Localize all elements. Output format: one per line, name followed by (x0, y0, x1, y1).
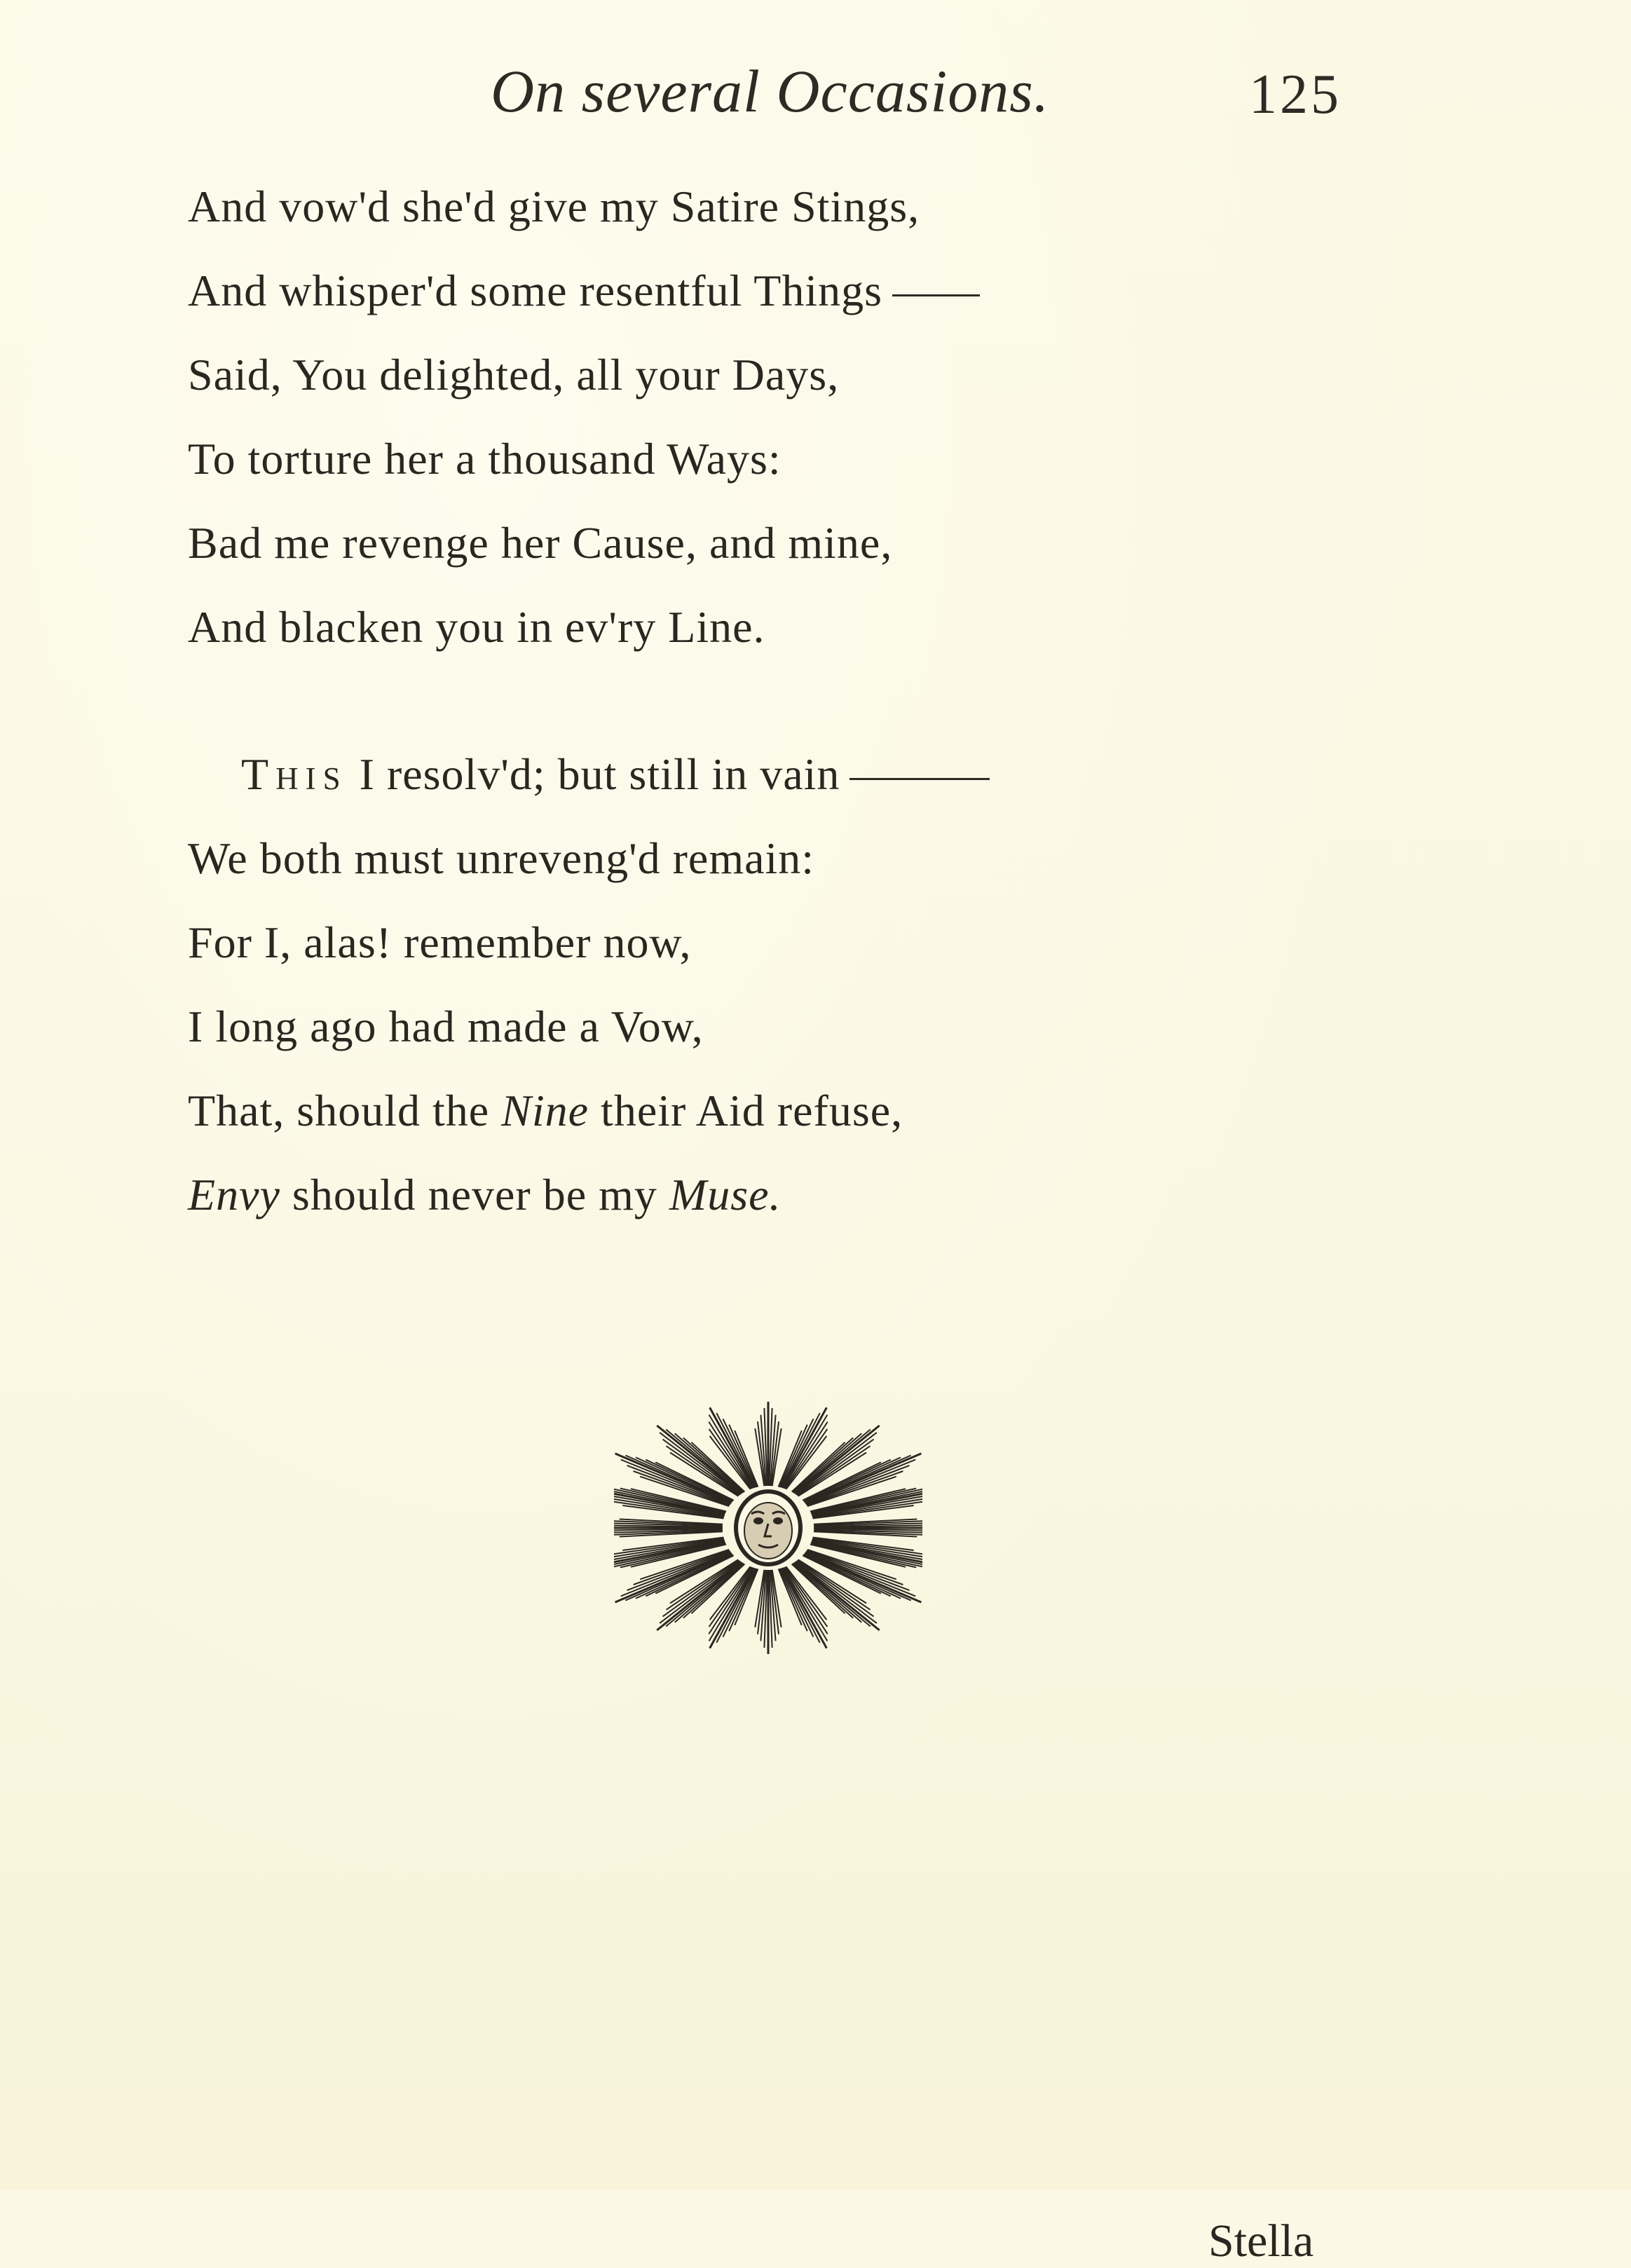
em-dash-rule (892, 294, 980, 296)
verse-line-text: their Aid refuse, (589, 1086, 903, 1135)
verse-line: And vow'd she'd give my Satire Stings, (188, 182, 920, 231)
verse-line-text: And whisper'd some resentful Things (188, 266, 882, 315)
verse-line-text: should never be my (280, 1170, 669, 1220)
sun-ray (709, 1407, 758, 1489)
verse-line-text: That, should the (188, 1086, 502, 1135)
sun-ray (779, 1407, 828, 1489)
running-head: On several Occasions. (491, 57, 1050, 125)
sun-ray (709, 1566, 758, 1648)
verse-line: For I, alas! remember now, (188, 917, 692, 967)
em-dash-rule (849, 778, 990, 780)
sun-ray (814, 1519, 922, 1537)
verse-line: Said, You delighted, all your Days, (188, 350, 840, 399)
stanza-1 (188, 175, 1239, 680)
small-caps-opening: This (241, 749, 348, 799)
sun-ray (755, 1402, 781, 1486)
sun-ray (779, 1566, 828, 1648)
verse-line (188, 1163, 1239, 1248)
sun-ray (755, 1570, 781, 1654)
italic-word: Nine (501, 1086, 589, 1135)
verse-line: To torture her a thousand Ways: (188, 434, 782, 484)
stanza-2 (188, 743, 1239, 1248)
verse-line (188, 1079, 1239, 1163)
italic-word: Envy (188, 1170, 280, 1220)
sun-face (736, 1491, 800, 1564)
page-number: 125 (1249, 64, 1342, 125)
verse-line: Bad me revenge her Cause, and mine, (188, 518, 893, 568)
verse-line (188, 259, 1239, 343)
italic-word: Muse. (669, 1170, 782, 1220)
verse-line (188, 743, 1239, 827)
sun-ray (614, 1519, 723, 1537)
verse-line: And blacken you in ev'ry Line. (188, 602, 765, 652)
sun-face-woodcut-icon (614, 1402, 922, 1654)
verse-line: I long ago had made a Vow, (188, 1002, 704, 1051)
verse-line: We both must unreveng'd remain: (188, 833, 815, 883)
verse-line-text: I resolv'd; but still in vain (347, 749, 840, 799)
catchword: Stella (1208, 2215, 1314, 2267)
